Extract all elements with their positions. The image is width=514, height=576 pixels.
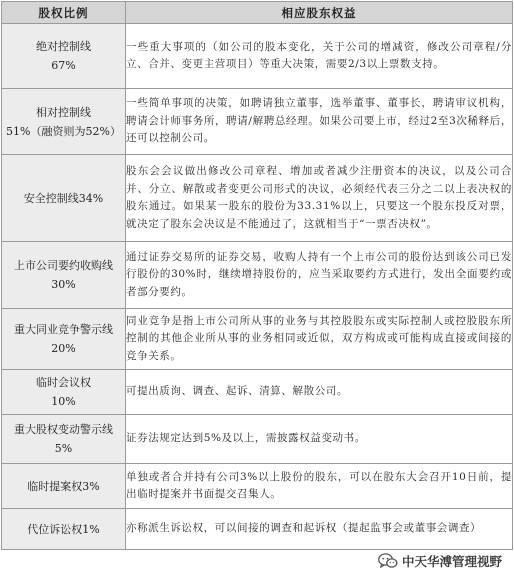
- ratio-percent: 67%: [51, 59, 76, 72]
- table-row: [2, 89, 513, 155]
- ratio-cell: [2, 415, 126, 464]
- wechat-icon: [378, 553, 398, 569]
- ratio-percent: 20%: [51, 342, 76, 355]
- watermark: [376, 552, 504, 570]
- ratio-cell: [2, 24, 126, 89]
- equity-table: [1, 1, 513, 550]
- rights-description: 证券法规定达到5%及以上，需披露权益变动书。: [126, 415, 513, 464]
- rights-description: 股东会会议做出修改公司章程、增加或者减少注册资本的决议，以及公司合并、分立、解散或者变更公司形式的决议，必须经代表三分之二以上表决权的股东通过。如果某一股东的股份为33.31%以上，只要这一个股东投反对票，就决定了股东会决议是不能通过了，这就相当于“一票否决权”。: [126, 155, 513, 242]
- ratio-name: 重大同业竞争警示线: [14, 323, 113, 336]
- ratio-cell: [2, 89, 126, 155]
- header-shareholder-rights: 相应股东权益: [126, 2, 513, 24]
- ratio-percent: 5%: [54, 442, 73, 455]
- ratio-name: 临时会议权: [36, 376, 91, 389]
- ratio-name: 临时提案权3%: [27, 479, 100, 493]
- ratio-percent: 30%: [51, 278, 76, 291]
- table-row: [2, 309, 513, 370]
- ratio-cell: [2, 155, 126, 242]
- ratio-name: 重大股权变动警示线: [14, 423, 113, 436]
- table-row: [2, 370, 513, 415]
- table-row: [2, 24, 513, 89]
- rights-description: 同业竞争是指上市公司所从事的业务与其控股股东或实际控制人或控股股东所控制的其他企业所从事的业务相同或近似，双方构成或可能构成直接或间接的竞争关系。: [126, 309, 513, 370]
- table-row: [2, 509, 513, 550]
- ratio-name: 相对控制线: [36, 105, 91, 119]
- ratio-name: 上市公司要约收购线: [14, 259, 113, 272]
- ratio-cell: [2, 464, 126, 509]
- table-row: [2, 464, 513, 509]
- ratio-name: 代位诉讼权1%: [27, 522, 100, 536]
- ratio-cell: [2, 242, 126, 309]
- rights-description: 一些简单事项的决策，如聘请独立董事，选举董事、董事长，聘请审议机构，聘请会计师事务所，聘请/解聘总经理。如果公司要上市，经过2至3次稀释后，还可以控制公司。: [126, 89, 513, 155]
- table-row: [2, 415, 513, 464]
- header-equity-ratio: 股权比例: [2, 2, 126, 24]
- table-header-row: [2, 2, 513, 24]
- ratio-cell: [2, 509, 126, 550]
- ratio-name: 绝对控制线: [36, 40, 91, 53]
- rights-description: 单独或者合并持有公司3%以上股份的股东，可以在股东大会召开10日前，提出临时提案并书面提交召集人。: [126, 464, 513, 509]
- watermark-text: 中天华溥管理视野: [401, 554, 502, 569]
- ratio-cell: [2, 309, 126, 370]
- ratio-percent: 51%（融资则为52%）: [6, 124, 121, 138]
- ratio-percent: 10%: [51, 395, 76, 408]
- rights-description: 一些重大事项的（如公司的股本变化，关于公司的增减资，修改公司章程/分立、合并、变更主营项目）等重大决策，需要2/3以上票数支持。: [126, 24, 513, 89]
- rights-description: 亦称派生诉讼权，可以间接的调查和起诉权（提起监事会或董事会调查）: [126, 509, 513, 550]
- rights-description: 通过证券交易所的证券交易，收购人持有一个上市公司的股份达到该公司已发行股份的30%时，继续增持股份的，应当采取要约方式进行，发出全面要约或者部分要约。: [126, 242, 513, 309]
- ratio-cell: [2, 370, 126, 415]
- ratio-name: 安全控制线34%: [23, 191, 104, 205]
- table-row: [2, 242, 513, 309]
- rights-description: 可提出质询、调查、起诉、清算、解散公司。: [126, 370, 513, 415]
- table-row: [2, 155, 513, 242]
